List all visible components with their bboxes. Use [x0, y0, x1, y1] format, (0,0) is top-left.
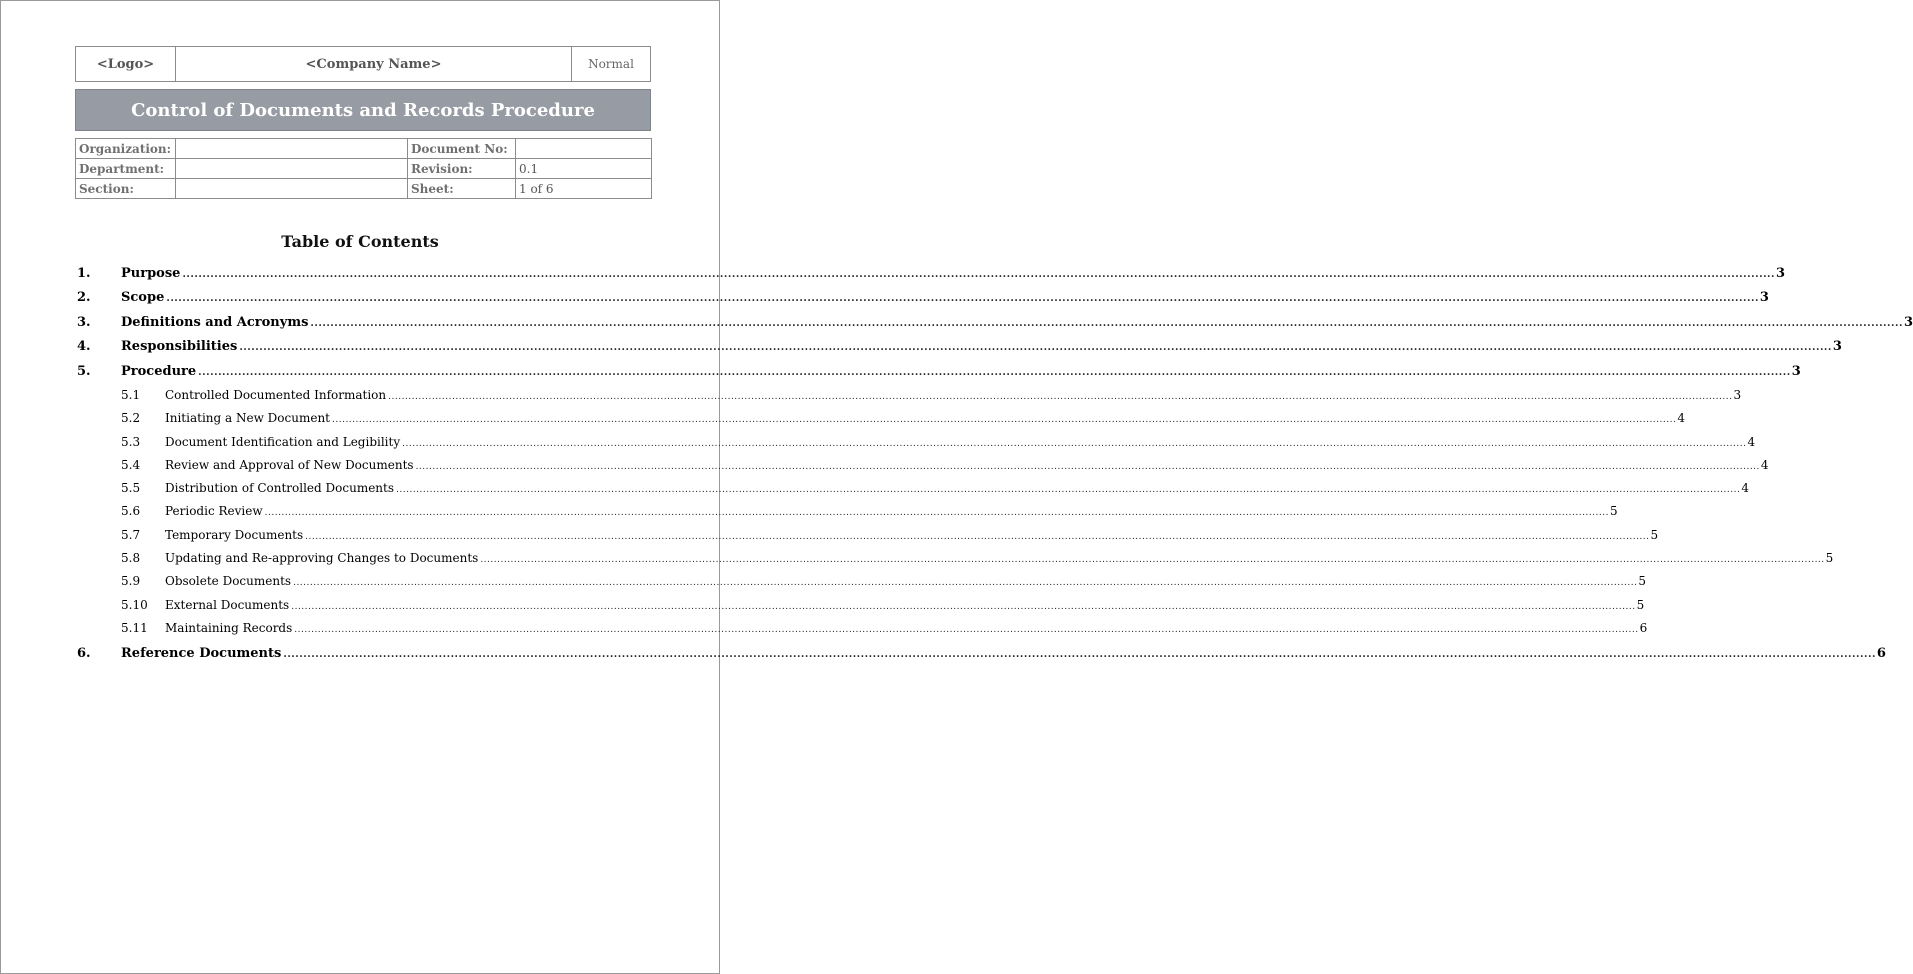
- toc-dot-leader: ................................................................................................................................................................................................................................................................................................................................................................................................................: [294, 624, 1639, 635]
- toc-entry-title: Temporary Documents: [165, 527, 304, 542]
- company-name: <Company Name>: [176, 47, 572, 82]
- toc-dot-leader: ................................................................................................................................................................................................................................................................................................................................................................................................................: [182, 269, 1776, 280]
- toc-entry-number: 6.: [77, 646, 91, 662]
- department-label: Department:: [76, 159, 176, 179]
- toc-entry[interactable]: [77, 434, 1756, 458]
- toc-entry-page: 4: [1677, 411, 1685, 426]
- toc-entry-page: 3: [1832, 339, 1842, 355]
- toc-entry-page: 6: [1639, 620, 1648, 635]
- toc-entry-page: 4: [1747, 434, 1756, 449]
- toc-entry-number: 3.: [77, 314, 91, 330]
- toc-entry-number: 1.: [77, 266, 91, 281]
- toc-entry-number: 5.5: [121, 481, 141, 496]
- toc-entry-number: 5.1: [121, 387, 141, 402]
- toc-entry[interactable]: [77, 339, 1842, 363]
- toc-entry-title: Periodic Review: [165, 504, 263, 519]
- toc-entry-title: Procedure: [121, 363, 197, 379]
- organization-value: [176, 139, 408, 159]
- logo-placeholder: <Logo>: [76, 47, 176, 82]
- document-info-table: [75, 138, 652, 199]
- toc-entry-number: 5.3: [121, 434, 141, 449]
- toc-entry-number: 5.6: [121, 504, 141, 519]
- toc-dot-leader: ................................................................................................................................................................................................................................................................................................................................................................................................................: [293, 578, 1638, 589]
- toc-entry-number: 5.7: [121, 527, 141, 542]
- toc-entry-number: 4.: [77, 339, 91, 355]
- toc-entry-title: Definitions and Acronyms: [121, 314, 309, 330]
- title-bar: [75, 89, 651, 131]
- toc-entry-page: 5: [1825, 551, 1834, 566]
- toc-entry-title: Scope: [121, 290, 165, 306]
- toc-dot-leader: ................................................................................................................................................................................................................................................................................................................................................................................................................: [239, 342, 1832, 354]
- toc-entry[interactable]: [77, 551, 1834, 574]
- toc-dot-leader: ................................................................................................................................................................................................................................................................................................................................................................................................................: [310, 317, 1903, 329]
- toc-entry[interactable]: [77, 363, 1801, 388]
- toc-heading: Table of Contents: [281, 232, 439, 251]
- toc-dot-leader: ................................................................................................................................................................................................................................................................................................................................................................................................................: [480, 555, 1825, 566]
- toc-dot-leader: ................................................................................................................................................................................................................................................................................................................................................................................................................: [283, 649, 1876, 661]
- toc-entry-page: 5: [1638, 574, 1647, 589]
- toc-entry-title: Controlled Documented Information: [165, 387, 387, 402]
- toc-entry[interactable]: [77, 620, 1648, 644]
- toc-entry-title: Distribution of Controlled Documents: [165, 481, 395, 496]
- toc-entry-page: 4: [1760, 457, 1769, 472]
- toc-entry-page: 5: [1636, 597, 1645, 612]
- toc-entry[interactable]: [77, 597, 1645, 621]
- toc-entry[interactable]: [77, 457, 1769, 481]
- toc-entry-page: 5: [1609, 504, 1618, 519]
- toc-entry-title: Responsibilities: [121, 339, 238, 355]
- toc-entry-number: 5.10: [121, 597, 148, 612]
- toc-entry-title: External Documents: [165, 597, 290, 612]
- document-header: [75, 46, 651, 82]
- toc-entry-page: 3: [1776, 266, 1786, 281]
- toc-entry[interactable]: [77, 481, 1749, 504]
- toc-entry[interactable]: [77, 527, 1659, 551]
- toc-entry[interactable]: [77, 411, 1685, 434]
- toc-dot-leader: ................................................................................................................................................................................................................................................................................................................................................................................................................: [264, 508, 1609, 519]
- toc-dot-leader: ................................................................................................................................................................................................................................................................................................................................................................................................................: [332, 415, 1677, 426]
- toc-entry-title: Purpose: [121, 266, 181, 281]
- table-of-contents: [77, 266, 1913, 671]
- toc-entry[interactable]: [77, 314, 1913, 339]
- toc-dot-leader: ................................................................................................................................................................................................................................................................................................................................................................................................................: [402, 438, 1747, 449]
- document-title: Control of Documents and Records Procedure: [131, 99, 595, 121]
- section-label: Section:: [76, 179, 176, 199]
- section-value: [176, 179, 408, 199]
- toc-entry[interactable]: [77, 290, 1769, 314]
- toc-entry-page: 4: [1741, 481, 1749, 496]
- organization-label: Organization:: [76, 139, 176, 159]
- toc-entry-number: 5.4: [121, 457, 141, 472]
- revision-value: 0.1: [516, 159, 652, 179]
- toc-entry[interactable]: [77, 646, 1886, 670]
- toc-entry-number: 5.2: [121, 411, 141, 426]
- toc-entry-title: Maintaining Records: [165, 620, 293, 635]
- toc-entry-number: 2.: [77, 290, 91, 306]
- toc-entry-title: Initiating a New Document: [165, 411, 330, 426]
- toc-dot-leader: ................................................................................................................................................................................................................................................................................................................................................................................................................: [198, 366, 1791, 378]
- toc-entry[interactable]: [77, 387, 1742, 411]
- document-no-value: [516, 139, 652, 159]
- toc-entry-page: 6: [1876, 646, 1886, 662]
- toc-entry-title: Obsolete Documents: [165, 574, 292, 589]
- toc-entry-number: 5.11: [121, 620, 148, 635]
- toc-dot-leader: ................................................................................................................................................................................................................................................................................................................................................................................................................: [396, 485, 1741, 496]
- toc-entry-page: 3: [1759, 290, 1769, 306]
- toc-entry-page: 3: [1791, 363, 1801, 379]
- toc-entry-number: 5.: [77, 363, 91, 379]
- document-no-label: Document No:: [408, 139, 516, 159]
- toc-entry[interactable]: [77, 266, 1786, 290]
- toc-dot-leader: ................................................................................................................................................................................................................................................................................................................................................................................................................: [166, 293, 1759, 305]
- sheet-label: Sheet:: [408, 179, 516, 199]
- department-value: [176, 159, 408, 179]
- toc-entry-number: 5.9: [121, 574, 141, 589]
- sheet-value: 1 of 6: [516, 179, 652, 199]
- toc-entry-title: Review and Approval of New Documents: [165, 457, 414, 472]
- toc-entry[interactable]: [77, 574, 1647, 597]
- toc-entry-page: 3: [1903, 314, 1913, 330]
- toc-entry-page: 3: [1733, 387, 1742, 402]
- revision-label: Revision:: [408, 159, 516, 179]
- toc-entry[interactable]: [77, 504, 1618, 527]
- toc-dot-leader: ................................................................................................................................................................................................................................................................................................................................................................................................................: [291, 601, 1636, 612]
- toc-dot-leader: ................................................................................................................................................................................................................................................................................................................................................................................................................: [415, 461, 1760, 472]
- toc-dot-leader: ................................................................................................................................................................................................................................................................................................................................................................................................................: [305, 531, 1650, 542]
- toc-dot-leader: ................................................................................................................................................................................................................................................................................................................................................................................................................: [388, 391, 1733, 402]
- toc-entry-title: Document Identification and Legibility: [165, 434, 401, 449]
- toc-entry-title: Reference Documents: [121, 646, 282, 662]
- toc-entry-title: Updating and Re-approving Changes to Documents: [165, 551, 479, 566]
- toc-entry-page: 5: [1650, 527, 1659, 542]
- document-status: Normal: [572, 47, 651, 82]
- toc-entry-number: 5.8: [121, 551, 141, 566]
